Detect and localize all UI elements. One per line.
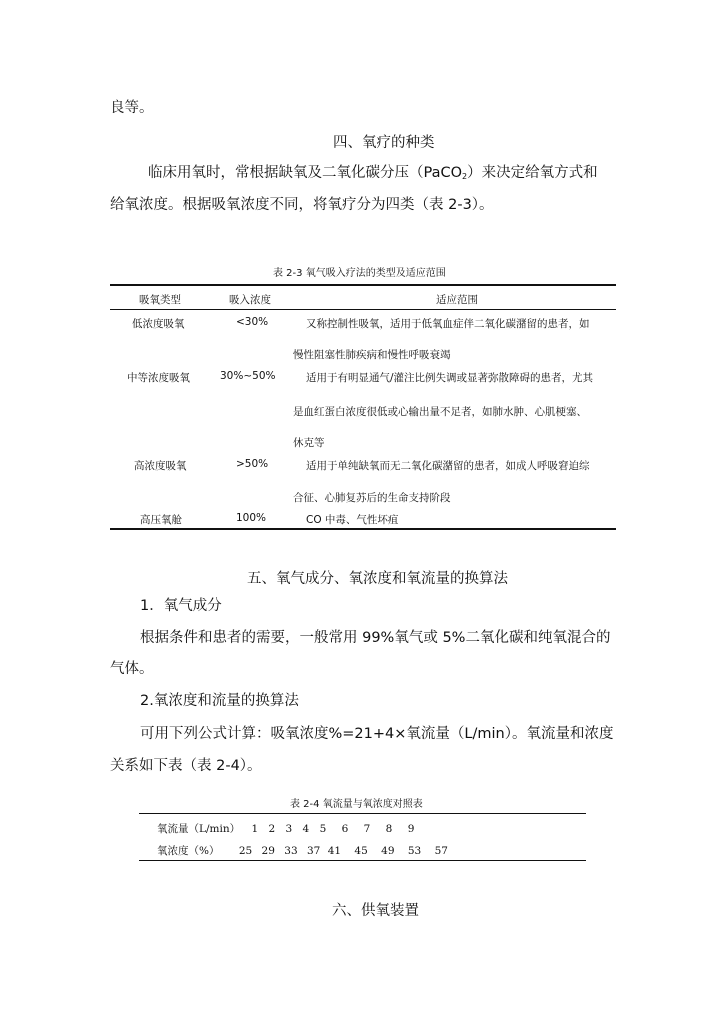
table24-caption: 表 2-4 氧流量与氧浓度对照表 [290, 799, 423, 810]
co2-subscript: 2 [462, 172, 468, 181]
table24-flow-5: 5 [319, 823, 327, 835]
section4-paragraph-line1 [148, 166, 598, 181]
table24-conc-7: 49 [381, 845, 395, 857]
section4-paragraph-line2: 给氧浓度。根据吸氧浓度不同，将氧疗分为四类（表 2-3）。 [110, 197, 494, 213]
table23-row2-scope-line3: 休克等 [293, 437, 325, 449]
table23-caption: 表 2-3 氧气吸入疗法的类型及适应范围 [273, 268, 446, 279]
table23-row2-type: 中等浓度吸氧 [127, 372, 190, 384]
table23-header-rule [110, 309, 616, 310]
table24-bottom-rule [139, 860, 586, 861]
table23-row3-scope-line2: 合征、心肺复苏后的生命支持阶段 [293, 492, 451, 504]
table23-row1-type: 低浓度吸氧 [132, 318, 185, 330]
section5-para1-line1: 根据条件和患者的需要，一般常用 99%氧气或 5%二氧化碳和纯氧混合的 [140, 630, 611, 646]
table23-row1-conc: <30% [236, 316, 269, 328]
table24-conc-3: 33 [284, 845, 298, 857]
intro-tail-text: 良等。 [110, 100, 154, 116]
subheading-oxygen-composition: 1．氧气成分 [140, 598, 222, 614]
table23-row4-conc: 100% [236, 512, 267, 524]
table24-flow-3: 3 [285, 823, 293, 835]
table24-flow-label: 氧流量（L/min） [157, 823, 241, 835]
table24-flow-9: 9 [407, 823, 415, 835]
table24-flow-1: 1 [251, 823, 259, 835]
section-heading-oxygen-supply-device: 六、供氧装置 [332, 903, 419, 919]
table23-row3-conc: >50% [236, 458, 269, 470]
table24-conc-5: 41 [327, 845, 342, 857]
table23-row3-type: 高浓度吸氧 [134, 460, 187, 472]
table23-header-type: 吸氧类型 [139, 294, 181, 306]
table23-header-scope: 适应范围 [436, 294, 478, 306]
table24-conc-label: 氧浓度（%） [157, 845, 220, 857]
table24-conc-1: 25 [238, 845, 253, 857]
table24-flow-7: 7 [363, 823, 371, 835]
table23-row4-type: 高压氧舱 [140, 514, 182, 526]
table24-flow-6: 6 [341, 823, 349, 835]
section5-para2-line2: 关系如下表（表 2-4）。 [110, 758, 262, 774]
table23-row2-scope-line2: 是血红蛋白浓度很低或心输出量不足者，如肺水肿、心肌梗塞、 [293, 406, 587, 418]
table23-bottom-rule [110, 528, 616, 530]
table24-conc-9: 57 [434, 845, 448, 857]
table23-row2-conc: 30%~50% [220, 370, 276, 382]
table23-row2-scope-line1: 适用于有明显通气/灌注比例失调或显著弥散障碍的患者，尤其 [306, 372, 594, 384]
section-heading-oxygen-therapy-types: 四、氧疗的种类 [333, 135, 435, 151]
table23-header-conc: 吸入浓度 [229, 294, 271, 306]
table23-row1-scope-line1: 又称控制性吸氧，适用于低氧血症伴二氧化碳潴留的患者，如 [306, 318, 590, 330]
table24-conc-4: 37 [306, 845, 321, 857]
table24-flow-8: 8 [385, 823, 393, 835]
table23-top-rule [110, 284, 616, 286]
table23-row3-scope-line1: 适用于单纯缺氧而无二氧化碳潴留的患者，如成人呼吸窘迫综 [306, 460, 590, 472]
table24-flow-4: 4 [302, 823, 310, 835]
subheading-conversion-method: 2.氧浓度和流量的换算法 [140, 693, 299, 709]
table24-conc-2: 29 [261, 845, 275, 857]
section-heading-conversion: 五、氧气成分、氧浓度和氧流量的换算法 [247, 571, 508, 587]
section4-para-part-b: ）来决定给氧方式和 [467, 165, 598, 181]
table23-row4-scope-line1: CO 中毒、气性坏疽 [306, 514, 399, 526]
table24-top-rule [139, 813, 586, 814]
table24-conc-8: 53 [407, 845, 422, 857]
table24-flow-row [157, 821, 414, 836]
table24-flow-2: 2 [268, 823, 276, 835]
table23-row1-scope-line2: 慢性阻塞性肺疾病和慢性呼吸衰竭 [293, 349, 451, 361]
section4-para-part-a: 临床用氧时，常根据缺氧及二氧化碳分压（PaCO [148, 165, 463, 181]
section5-para2-line1: 可用下列公式计算：吸氧浓度%=21+4×氧流量（L/min）。氧流量和浓度 [140, 726, 614, 742]
section5-para1-line2: 气体。 [110, 661, 154, 677]
table24-conc-6: 45 [354, 845, 368, 857]
table24-conc-row [157, 843, 448, 858]
